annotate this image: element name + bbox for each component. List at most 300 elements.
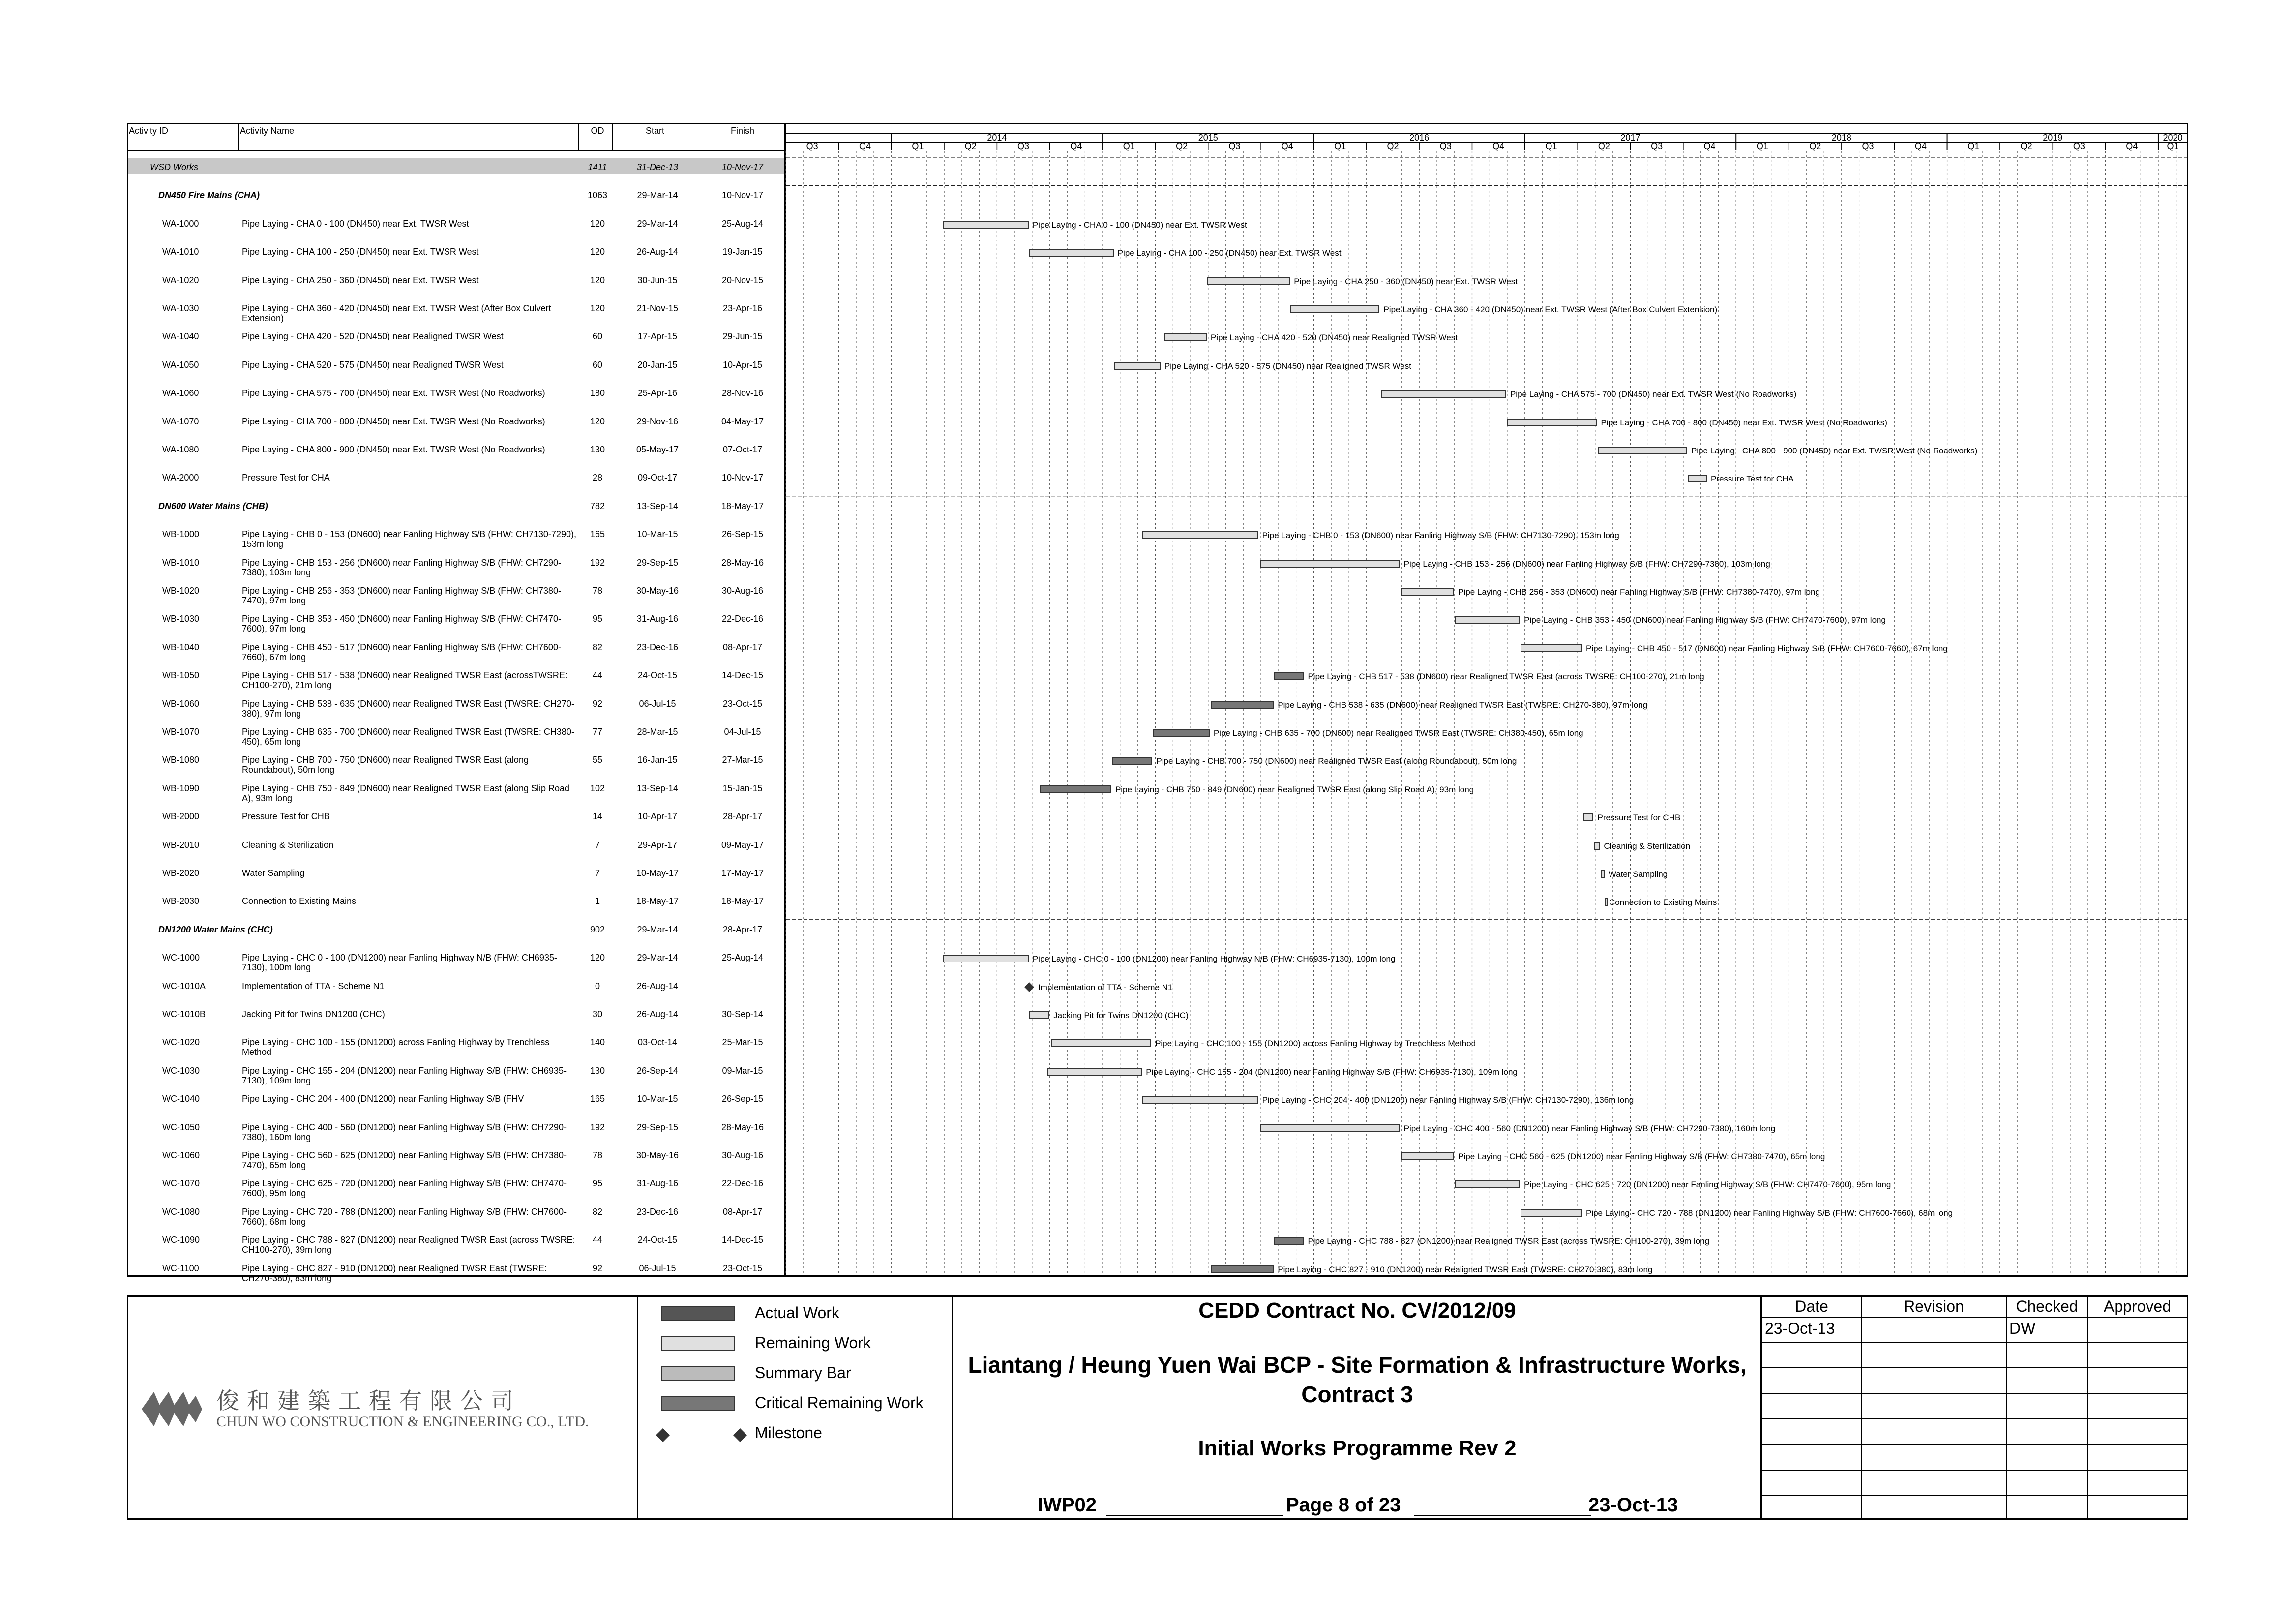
activity-od: 95 [592, 1178, 603, 1189]
activity-od: 192 [590, 1122, 605, 1132]
quarter-label: Q4 [1070, 141, 1082, 151]
activity-start: 10-Apr-17 [637, 812, 678, 822]
remaining-work-bar [1583, 813, 1593, 821]
activity-od: 77 [592, 727, 603, 737]
quarter-label: Q4 [2126, 141, 2138, 151]
remaining-work-bar [1142, 531, 1258, 539]
activity-od: 120 [590, 953, 605, 963]
activity-start: 21-Nov-15 [636, 303, 679, 313]
critical-work-bar [1274, 672, 1304, 680]
activity-id: WC-1060 [162, 1150, 200, 1160]
activity-name: Pipe Laying - CHC 788 - 827 (DN1200) near Realigned TWSR East (across TWSRE: CH100-270), 39m long [242, 1235, 575, 1255]
activity-finish: 22-Dec-16 [721, 1178, 764, 1189]
bar-label: Pipe Laying - CHB 700 - 750 (DN600) near Realigned TWSR East (along Roundabout), 50m long [1156, 756, 1517, 766]
legend-label: Actual Work [755, 1304, 839, 1322]
activity-name: Pipe Laying - CHB 0 - 153 (DN600) near Fanling Highway S/B (FHW: CH7130-7290), 153m long [242, 529, 576, 549]
quarter-label: Q1 [1968, 141, 1980, 151]
signoff-row-line [1762, 1519, 2187, 1520]
activity-start: 29-Mar-14 [637, 924, 678, 934]
activity-name: Pipe Laying - CHC 827 - 910 (DN1200) near Realigned TWSR East (TWSRE: CH270-380), 83m long [242, 1263, 547, 1283]
activity-finish: 04-Jul-15 [724, 727, 761, 737]
activity-id: WB-2030 [162, 896, 200, 906]
activity-start: 29-Sep-15 [636, 557, 679, 568]
bar-label: Pipe Laying - CHB 153 - 256 (DN600) near Fanling Highway S/B (FHW: CH7290-7380), 103m long [1403, 559, 1770, 569]
activity-od: 60 [592, 360, 603, 370]
legend-label: Summary Bar [755, 1364, 851, 1382]
remaining-work-bar [1598, 447, 1687, 454]
activity-start: 05-May-17 [636, 445, 679, 454]
activity-id: WA-2000 [162, 473, 199, 483]
activity-start: 29-Sep-15 [636, 1122, 679, 1132]
remaining-work-bar [1114, 362, 1161, 370]
activity-finish: 28-Nov-16 [721, 388, 764, 398]
activity-id: WB-1020 [162, 586, 200, 596]
quarter-label: Q2 [1598, 141, 1610, 151]
activity-id: WC-1100 [162, 1263, 199, 1273]
title-block-divider [1760, 1296, 1762, 1519]
bar-label: Pipe Laying - CHA 250 - 360 (DN450) near Ext. TWSR West [1294, 276, 1518, 286]
activity-id: WB-1010 [162, 557, 200, 568]
activity-name: Pipe Laying - CHB 353 - 450 (DN600) near Fanling Highway S/B (FHW: CH7470-7600), 97m long [242, 614, 561, 634]
activity-finish: 30-Aug-16 [721, 1150, 764, 1160]
activity-finish: 07-Oct-17 [722, 445, 763, 454]
remaining-work-bar [1047, 1068, 1142, 1076]
activity-id: WB-1030 [162, 614, 200, 624]
activity-finish: 22-Dec-16 [721, 614, 764, 624]
activity-finish: 28-May-16 [721, 1122, 764, 1132]
activity-finish: 28-May-16 [721, 557, 764, 568]
activity-name: Pipe Laying - CHC 204 - 400 (DN1200) near Fanling Highway S/B (FHV [242, 1094, 524, 1104]
critical-work-bar [1274, 1237, 1304, 1245]
remaining-work-bar [1029, 1011, 1049, 1019]
bar-label: Pipe Laying - CHB 353 - 450 (DN600) near Fanling Highway S/B (FHW: CH7470-7600), 97m long [1524, 615, 1886, 625]
activity-id: WB-1090 [162, 783, 200, 793]
activity-od: 130 [590, 445, 605, 454]
activity-start: 18-May-17 [636, 896, 679, 906]
remaining-work-bar [1260, 1124, 1400, 1132]
activity-start: 10-May-17 [636, 868, 679, 878]
activity-finish: 18-May-17 [721, 896, 764, 906]
header-od: OD [591, 126, 604, 136]
activity-finish: 26-Sep-15 [721, 529, 764, 540]
activity-name: Implementation of TTA - Scheme N1 [242, 981, 385, 991]
legend-label: Milestone [755, 1424, 822, 1442]
remaining-work-bar [1507, 419, 1597, 426]
activity-od: 102 [590, 783, 605, 793]
activity-name: Pipe Laying - CHB 450 - 517 (DN600) near Fanling Highway S/B (FHW: CH7600-7660), 67m long [242, 642, 561, 662]
activity-name: Pressure Test for CHA [242, 473, 330, 483]
activity-finish: 30-Sep-14 [721, 1009, 764, 1019]
activity-start: 26-Sep-14 [636, 1065, 679, 1076]
activity-od: 7 [595, 840, 600, 850]
activity-start: 30-May-16 [636, 1150, 679, 1160]
activity-start: 26-Aug-14 [636, 247, 679, 257]
signoff-row-line [1762, 1342, 2187, 1343]
signoff-row-line [1762, 1495, 2187, 1496]
activity-start: 13-Sep-14 [636, 501, 679, 511]
activity-od: 120 [590, 275, 605, 285]
activity-name: Pipe Laying - CHA 0 - 100 (DN450) near Ext. TWSR West [242, 218, 469, 229]
signoff-row-line [1762, 1444, 2187, 1445]
activity-od: 44 [592, 670, 603, 681]
activity-finish: 23-Apr-16 [722, 303, 763, 313]
activity-finish: 25-Aug-14 [721, 953, 764, 963]
activity-finish: 28-Apr-17 [722, 924, 763, 934]
remaining-work-bar [1142, 1096, 1258, 1104]
quarter-label: Q1 [1123, 141, 1135, 151]
quarter-label: Q3 [1017, 141, 1030, 151]
year-label: 2017 [1620, 133, 1640, 143]
activity-id: WC-1010B [162, 1009, 206, 1019]
activity-finish: 14-Dec-15 [721, 1235, 764, 1245]
activity-name: Pipe Laying - CHB 153 - 256 (DN600) near Fanling Highway S/B (FHW: CH7290-7380), 103m long [242, 557, 561, 577]
activity-finish: 29-Jun-15 [722, 331, 763, 342]
activity-start: 17-Apr-15 [637, 331, 678, 342]
activity-name: Pipe Laying - CHB 750 - 849 (DN600) near Realigned TWSR East (along Slip Road A), 93m long [242, 783, 570, 803]
activity-finish: 08-Apr-17 [722, 1206, 763, 1217]
activity-finish: 10-Nov-17 [721, 473, 764, 483]
signoff-header: Checked [2016, 1297, 2078, 1315]
activity-od: 782 [590, 501, 605, 511]
activity-od: 82 [592, 642, 603, 652]
quarter-label: Q4 [859, 141, 871, 151]
activity-id: WC-1080 [162, 1206, 200, 1217]
activity-finish: 20-Nov-15 [721, 275, 764, 285]
activity-start: 29-Mar-14 [637, 190, 678, 201]
bar-label: Jacking Pit for Twins DN1200 (CHC) [1053, 1011, 1189, 1020]
remaining-work-bar [1601, 870, 1605, 878]
bar-label: Pipe Laying - CHC 0 - 100 (DN1200) near Fanling Highway N/B (FHW: CH6935-7130), 100m long [1032, 954, 1396, 964]
bar-label: Implementation of TTA - Scheme N1 [1038, 982, 1173, 992]
activity-id: WC-1040 [162, 1094, 200, 1104]
bar-label: Pressure Test for CHA [1710, 474, 1794, 484]
remaining-work-bar [1401, 1152, 1454, 1160]
activity-od: 165 [590, 529, 605, 540]
bar-label: Pipe Laying - CHB 635 - 700 (DN600) near Realigned TWSR East (TWSRE: CH380-450), 65m long [1213, 728, 1583, 738]
bar-label: Pipe Laying - CHB 450 - 517 (DN600) near Fanling Highway S/B (FHW: CH7600-7660), 67m long [1585, 643, 1948, 653]
bar-label: Pipe Laying - CHC 625 - 720 (DN1200) near Fanling Highway S/B (FHW: CH7470-7600), 95m long [1524, 1180, 1891, 1190]
quarter-label: Q4 [1281, 141, 1293, 151]
activity-od: 120 [590, 416, 605, 426]
quarter-label: Q1 [1334, 141, 1346, 151]
activity-name: Pipe Laying - CHA 520 - 575 (DN450) near Realigned TWSR West [242, 360, 504, 370]
activity-id: WA-1070 [162, 416, 199, 426]
activity-od: 140 [590, 1037, 605, 1048]
quarter-label: Q4 [1492, 141, 1505, 151]
activity-start: 28-Mar-15 [637, 727, 678, 737]
activity-start: 23-Dec-16 [636, 642, 679, 652]
header-start: Start [645, 126, 664, 136]
activity-name: Jacking Pit for Twins DN1200 (CHC) [242, 1009, 385, 1019]
activity-finish: 09-Mar-15 [722, 1065, 763, 1076]
activity-name: Pipe Laying - CHC 400 - 560 (DN1200) near Fanling Highway S/B (FHW: CH7290-7380), 160m long [242, 1122, 567, 1142]
bar-label: Pipe Laying - CHC 560 - 625 (DN1200) near Fanling Highway S/B (FHW: CH7380-7470), 65m long [1458, 1152, 1825, 1161]
doc-ref-line [1106, 1515, 1283, 1516]
year-label: 2015 [1198, 133, 1218, 143]
bar-label: Water Sampling [1608, 870, 1668, 879]
quarter-label: Q3 [1228, 141, 1241, 151]
activity-name: Pipe Laying - CHB 700 - 750 (DN600) near Realigned TWSR East (along Roundabout), 50m long [242, 755, 529, 775]
header-finish: Finish [730, 126, 754, 136]
activity-start: 30-May-16 [636, 586, 679, 596]
year-label: 2018 [1831, 133, 1851, 143]
activity-name: Pressure Test for CHB [242, 812, 330, 822]
bar-label: Pipe Laying - CHA 420 - 520 (DN450) near Realigned TWSR West [1210, 333, 1458, 343]
bar-label: Pipe Laying - CHC 788 - 827 (DN1200) near Realigned TWSR East (across TWSRE: CH100-270), 39m long [1308, 1236, 1710, 1246]
activity-od: 165 [590, 1094, 605, 1104]
activity-id: WSD Works [150, 162, 198, 172]
activity-finish: 09-May-17 [721, 840, 764, 850]
activity-start: 03-Oct-14 [637, 1037, 678, 1048]
quarter-label: Q2 [964, 141, 977, 151]
signoff-header: Revision [1904, 1297, 1964, 1315]
activity-od: 120 [590, 218, 605, 229]
activity-name: Pipe Laying - CHA 575 - 700 (DN450) near Ext. TWSR West (No Roadworks) [242, 388, 545, 398]
bar-label: Pipe Laying - CHB 0 - 153 (DN600) near Fanling Highway S/B (FHW: CH7130-7290), 153m long [1262, 531, 1619, 541]
header-activity-id: Activity ID [129, 126, 169, 136]
section-name: DN1200 Water Mains (CHC) [158, 924, 273, 934]
doc-ref: IWP02 [1038, 1494, 1097, 1516]
activity-id: WA-1030 [162, 303, 199, 313]
activity-finish: 25-Mar-15 [722, 1037, 763, 1048]
activity-od: 1 [595, 896, 600, 906]
page-number: Page 8 of 23 [1286, 1494, 1401, 1516]
activity-id: WB-1050 [162, 670, 200, 681]
quarter-label: Q3 [2073, 141, 2085, 151]
quarter-label: Q1 [2167, 141, 2179, 151]
activity-name: Pipe Laying - CHA 360 - 420 (DN450) near Ext. TWSR West (After Box Culvert Extension) [242, 303, 551, 323]
activity-id: WC-1070 [162, 1178, 200, 1189]
bar-label: Pipe Laying - CHC 100 - 155 (DN1200) across Fanling Highway by Trenchless Method [1155, 1039, 1476, 1049]
activity-od: 1411 [588, 162, 607, 172]
activity-start: 16-Jan-15 [637, 755, 678, 765]
activity-start: 10-Mar-15 [637, 529, 678, 540]
quarter-label: Q2 [1176, 141, 1188, 151]
contract-number: CEDD Contract No. CV/2012/09 [1198, 1298, 1516, 1323]
title-block-divider [637, 1296, 638, 1519]
activity-name: Pipe Laying - CHA 700 - 800 (DN450) near Ext. TWSR West (No Roadworks) [242, 416, 545, 426]
activity-od: 78 [592, 586, 603, 596]
legend-swatch-actual [661, 1306, 735, 1321]
remaining-work-bar [1381, 390, 1506, 398]
signoff-row-line [1762, 1367, 2187, 1368]
signoff-row-line [1762, 1317, 2187, 1318]
company-name-cn: 俊和建築工程有限公司 [216, 1387, 521, 1414]
activity-id: WA-1000 [162, 218, 199, 229]
title-date: 23-Oct-13 [1588, 1494, 1678, 1516]
activity-finish: 23-Oct-15 [722, 1263, 763, 1273]
remaining-work-bar [1401, 588, 1454, 596]
bar-label: Pipe Laying - CHB 517 - 538 (DN600) near Realigned TWSR East (across TWSRE: CH100-270), 21m long [1308, 672, 1704, 682]
bar-label: Pipe Laying - CHA 520 - 575 (DN450) near Realigned TWSR West [1164, 361, 1411, 371]
critical-work-bar [1211, 701, 1274, 709]
remaining-work-bar [1164, 333, 1207, 341]
bar-label: Pipe Laying - CHA 360 - 420 (DN450) near Ext. TWSR West (After Box Culvert Extension) [1383, 305, 1718, 314]
activity-start: 26-Aug-14 [636, 981, 679, 991]
company-name-en: CHUN WO CONSTRUCTION & ENGINEERING CO., LTD. [216, 1413, 589, 1430]
activity-id: WC-1010A [162, 981, 206, 991]
activity-start: 29-Mar-14 [637, 218, 678, 229]
bar-label: Pipe Laying - CHA 100 - 250 (DN450) near Ext. TWSR West [1117, 248, 1342, 258]
remaining-work-bar [1594, 842, 1600, 850]
bar-label: Pipe Laying - CHC 400 - 560 (DN1200) near Fanling Highway S/B (FHW: CH7290-7380), 160m long [1403, 1123, 1776, 1133]
signoff-row-line [1762, 1470, 2187, 1471]
activity-id: WA-1060 [162, 388, 199, 398]
activity-od: 55 [592, 755, 603, 765]
year-label: 2020 [2163, 133, 2183, 143]
remaining-work-bar [943, 221, 1029, 229]
remaining-work-bar [1605, 898, 1608, 906]
activity-od: 192 [590, 557, 605, 568]
activity-name: Pipe Laying - CHB 517 - 538 (DN600) near Realigned TWSR East (acrossTWSRE: CH100-270), 21m long [242, 670, 567, 691]
activity-finish: 04-May-17 [721, 416, 764, 426]
quarter-label: Q1 [1756, 141, 1768, 151]
activity-start: 24-Oct-15 [637, 670, 678, 681]
activity-start: 29-Nov-16 [636, 416, 679, 426]
activity-name: Pipe Laying - CHC 625 - 720 (DN1200) near Fanling Highway S/B (FHW: CH7470-7600), 95m long [242, 1178, 567, 1199]
bar-label: Pressure Test for CHB [1597, 813, 1681, 823]
activity-od: 902 [590, 924, 605, 934]
activity-od: 30 [592, 1009, 603, 1019]
activity-finish: 27-Mar-15 [722, 755, 763, 765]
activity-name: Pipe Laying - CHC 100 - 155 (DN1200) across Fanling Highway by Trenchless Method [242, 1037, 550, 1057]
activity-id: WA-1080 [162, 445, 199, 454]
signoff-header: Approved [2104, 1297, 2171, 1315]
activity-id: WA-1050 [162, 360, 199, 370]
legend-swatch-remaining [661, 1336, 735, 1351]
section-name: DN600 Water Mains (CHB) [158, 501, 268, 511]
remaining-work-bar [1455, 616, 1520, 624]
activity-name: Pipe Laying - CHC 560 - 625 (DN1200) near Fanling Highway S/B (FHW: CH7380-7470), 65m long [242, 1150, 567, 1170]
activity-finish: 17-May-17 [721, 868, 764, 878]
activity-name: Pipe Laying - CHA 250 - 360 (DN450) near Ext. TWSR West [242, 275, 479, 285]
remaining-work-bar [1029, 249, 1114, 257]
activity-finish: 14-Dec-15 [721, 670, 764, 681]
activity-id: WB-2000 [162, 812, 200, 822]
activity-id: WC-1050 [162, 1122, 200, 1132]
activity-start: 31-Dec-13 [636, 162, 679, 172]
quarter-label: Q2 [2020, 141, 2032, 151]
bar-label: Pipe Laying - CHA 575 - 700 (DN450) near Ext. TWSR West (No Roadworks) [1510, 390, 1797, 399]
remaining-work-bar [943, 955, 1029, 962]
legend-swatch-summary [661, 1366, 735, 1381]
activity-od: 82 [592, 1206, 603, 1217]
bar-label: Pipe Laying - CHB 538 - 635 (DN600) near Realigned TWSR East (TWSRE: CH270-380), 97m long [1278, 700, 1648, 710]
activity-od: 60 [592, 331, 603, 342]
activity-id: WB-1060 [162, 698, 200, 709]
remaining-work-bar [1260, 560, 1400, 568]
activity-finish: 28-Apr-17 [722, 812, 763, 822]
bar-label: Pipe Laying - CHC 204 - 400 (DN1200) near Fanling Highway S/B (FHW: CH7130-7290), 136m long [1262, 1095, 1634, 1105]
activity-id: WB-2020 [162, 868, 200, 878]
remaining-work-bar [1051, 1039, 1151, 1047]
activity-start: 31-Aug-16 [636, 614, 679, 624]
quarter-label: Q1 [1545, 141, 1557, 151]
remaining-work-bar [1521, 1209, 1582, 1217]
activity-od: 92 [592, 698, 603, 709]
section-name: DN450 Fire Mains (CHA) [158, 190, 260, 201]
quarter-label: Q3 [1651, 141, 1663, 151]
year-label: 2016 [1409, 133, 1430, 143]
critical-work-bar [1211, 1265, 1274, 1273]
quarter-label: Q4 [1703, 141, 1716, 151]
activity-name: Cleaning & Sterilization [242, 840, 334, 850]
title-block-divider [952, 1296, 953, 1519]
quarter-label: Q4 [1914, 141, 1927, 151]
company-logo-icon [139, 1387, 203, 1431]
activity-start: 06-Jul-15 [639, 698, 676, 709]
activity-finish: 10-Apr-15 [722, 360, 763, 370]
signoff-header: Date [1795, 1297, 1828, 1315]
year-label: 2014 [987, 133, 1007, 143]
activity-id: WA-1040 [162, 331, 199, 342]
activity-od: 28 [592, 473, 603, 483]
remaining-work-bar [1290, 305, 1379, 313]
signoff-value: DW [2009, 1320, 2036, 1337]
activity-name: Pipe Laying - CHC 155 - 204 (DN1200) near Fanling Highway S/B (FHW: CH6935-7130), 109m long [242, 1065, 567, 1085]
activity-finish: 10-Nov-17 [721, 162, 764, 172]
activity-id: WC-1020 [162, 1037, 200, 1048]
activity-start: 10-Mar-15 [637, 1094, 678, 1104]
activity-name: Pipe Laying - CHB 635 - 700 (DN600) near Realigned TWSR East (TWSRE: CH380-450), 65m long [242, 727, 574, 747]
activity-id: WB-1080 [162, 755, 200, 765]
activity-id: WB-1070 [162, 727, 200, 737]
quarter-label: Q3 [806, 141, 818, 151]
activity-name: Connection to Existing Mains [242, 896, 357, 906]
activity-od: 1063 [587, 190, 608, 201]
activity-start: 20-Jan-15 [637, 360, 678, 370]
signoff-row-line [1762, 1418, 2187, 1419]
activity-start: 29-Mar-14 [637, 953, 678, 963]
bar-label: Pipe Laying - CHB 750 - 849 (DN600) near Realigned TWSR East (along Slip Road A), 93m long [1115, 784, 1474, 794]
signoff-row-line [1762, 1393, 2187, 1394]
activity-name: Pipe Laying - CHA 420 - 520 (DN450) near Realigned TWSR West [242, 331, 504, 342]
activity-finish: 10-Nov-17 [721, 190, 764, 201]
activity-id: WC-1000 [162, 953, 200, 963]
year-label: 2019 [2043, 133, 2063, 143]
activity-start: 13-Sep-14 [636, 783, 679, 793]
activity-start: 09-Oct-17 [637, 473, 678, 483]
activity-id: WB-1000 [162, 529, 200, 540]
signoff-col-line [2087, 1296, 2088, 1519]
remaining-work-bar [1521, 644, 1582, 652]
activity-od: 14 [592, 812, 603, 822]
legend-swatch-critical [661, 1396, 735, 1411]
quarter-label: Q3 [1439, 141, 1452, 151]
legend-label: Remaining Work [755, 1334, 871, 1352]
activity-finish: 15-Jan-15 [722, 783, 763, 793]
activity-start: 29-Apr-17 [637, 840, 678, 850]
activity-start: 30-Jun-15 [637, 275, 678, 285]
activity-od: 180 [590, 388, 605, 398]
bar-label: Pipe Laying - CHA 0 - 100 (DN450) near Ext. TWSR West [1032, 220, 1247, 230]
activity-start: 31-Aug-16 [636, 1178, 679, 1189]
programme-title: Initial Works Programme Rev 2 [1198, 1436, 1517, 1460]
activity-name: Pipe Laying - CHC 0 - 100 (DN1200) near Fanling Highway N/B (FHW: CH6935-7130), 100m long [242, 953, 557, 973]
quarter-label: Q2 [1809, 141, 1821, 151]
activity-od: 92 [592, 1263, 603, 1273]
critical-work-bar [1112, 757, 1152, 765]
bar-label: Pipe Laying - CHC 720 - 788 (DN1200) near Fanling Highway S/B (FHW: CH7600-7660), 68m long [1585, 1208, 1953, 1218]
activity-name: Water Sampling [242, 868, 305, 878]
bar-label: Pipe Laying - CHC 827 - 910 (DN1200) near Realigned TWSR East (TWSRE: CH270-380), 83m long [1278, 1264, 1653, 1274]
activity-finish: 19-Jan-15 [722, 247, 763, 257]
activity-id: WA-1020 [162, 275, 199, 285]
project-title: Liantang / Heung Yuen Wai BCP - Site Formation & Infrastructure Works, Contract 3 [968, 1352, 1747, 1407]
signoff-col-line [2006, 1296, 2007, 1519]
critical-work-bar [1040, 785, 1111, 793]
activity-name: Pipe Laying - CHA 100 - 250 (DN450) near Ext. TWSR West [242, 247, 479, 257]
